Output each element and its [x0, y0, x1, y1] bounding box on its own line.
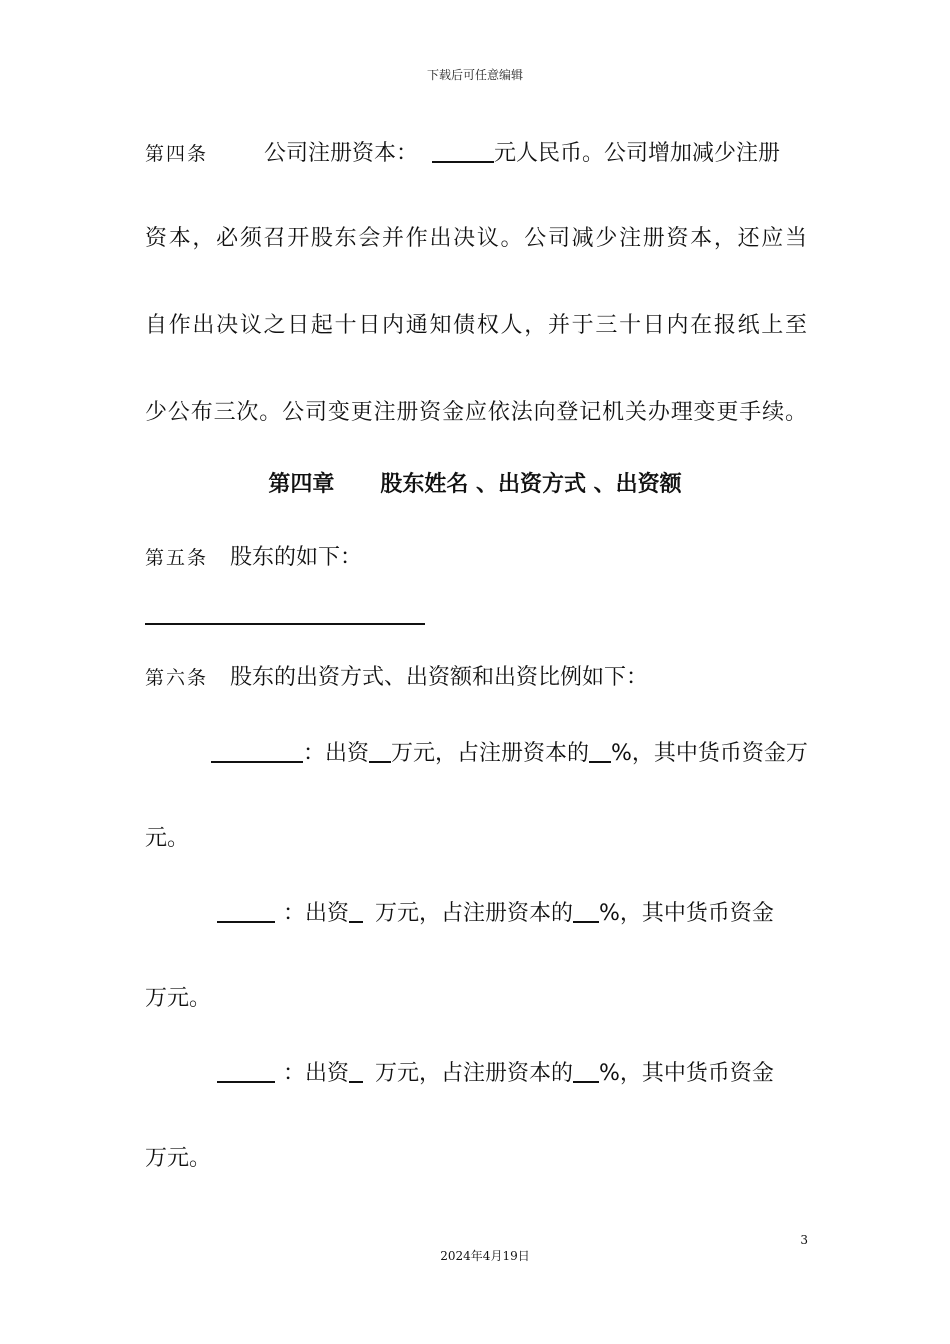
page-number: 3 — [800, 1233, 808, 1247]
article5-line — [145, 543, 807, 573]
article5-text: 股东的如下： — [230, 545, 363, 570]
amount-blank — [349, 897, 363, 923]
name-blank — [217, 897, 275, 923]
article4-text-b: 元人民币。公司增加减少注册 — [494, 141, 781, 166]
article4-label: 第四条 — [145, 143, 209, 165]
percent-blank — [573, 897, 599, 923]
article4-text-a: 公司注册资本： — [264, 141, 419, 166]
percent-blank — [573, 1057, 599, 1083]
article4-line3: 自作出决议之日起十日内通知债权人，并于三十日内在报纸上至 — [145, 313, 807, 338]
entry-continuation: 万元。 — [145, 1146, 212, 1171]
entry-contribution-label: ：出资 — [283, 1061, 350, 1086]
entry-contribution-label: ：出资 — [283, 901, 350, 926]
chapter-number: 第四章 — [268, 472, 335, 497]
entry-contribution-label: ：出资 — [303, 741, 370, 766]
entry-currency-label: %，其中货币资金 — [599, 901, 774, 926]
entry-share-label: 万元，占注册资本的 — [391, 741, 590, 766]
amount-blank — [369, 737, 391, 763]
entry-continuation: 元。 — [145, 826, 190, 851]
article6-label: 第六条 — [145, 667, 209, 689]
contribution-entry — [145, 1057, 807, 1089]
name-blank — [217, 1057, 275, 1083]
percent-blank — [589, 737, 611, 763]
capital-blank — [432, 137, 494, 163]
entry-share-label: 万元，占注册资本的 — [375, 901, 574, 926]
contribution-entry — [145, 897, 807, 929]
amount-blank — [349, 1057, 363, 1083]
chapter-title: 股东姓名 、出资方式 、出资额 — [380, 472, 682, 497]
entry-continuation: 万元。 — [145, 986, 212, 1011]
entry-currency-label: %，其中货币资金万 — [611, 741, 808, 766]
header-note: 下载后可任意编辑 — [426, 68, 523, 82]
footer-date: 2024年4月19日 — [440, 1249, 530, 1263]
entry-currency-label: %，其中货币资金 — [599, 1061, 774, 1086]
article4-line2: 资本，必须召开股东会并作出决议。公司减少注册资本，还应当 — [145, 226, 807, 251]
article5-label: 第五条 — [145, 547, 209, 569]
chapter-heading — [0, 470, 950, 500]
contribution-entry — [145, 737, 807, 769]
article6-line — [145, 663, 807, 693]
entry-share-label: 万元，占注册资本的 — [375, 1061, 574, 1086]
name-blank — [211, 737, 303, 763]
shareholder-names-blank — [145, 623, 425, 625]
article4-line4: 少公布三次。公司变更注册资金应依法向登记机关办理变更手续。 — [145, 400, 807, 425]
article4-line1 — [145, 137, 807, 169]
article6-text: 股东的出资方式、出资额和出资比例如下： — [230, 665, 649, 690]
